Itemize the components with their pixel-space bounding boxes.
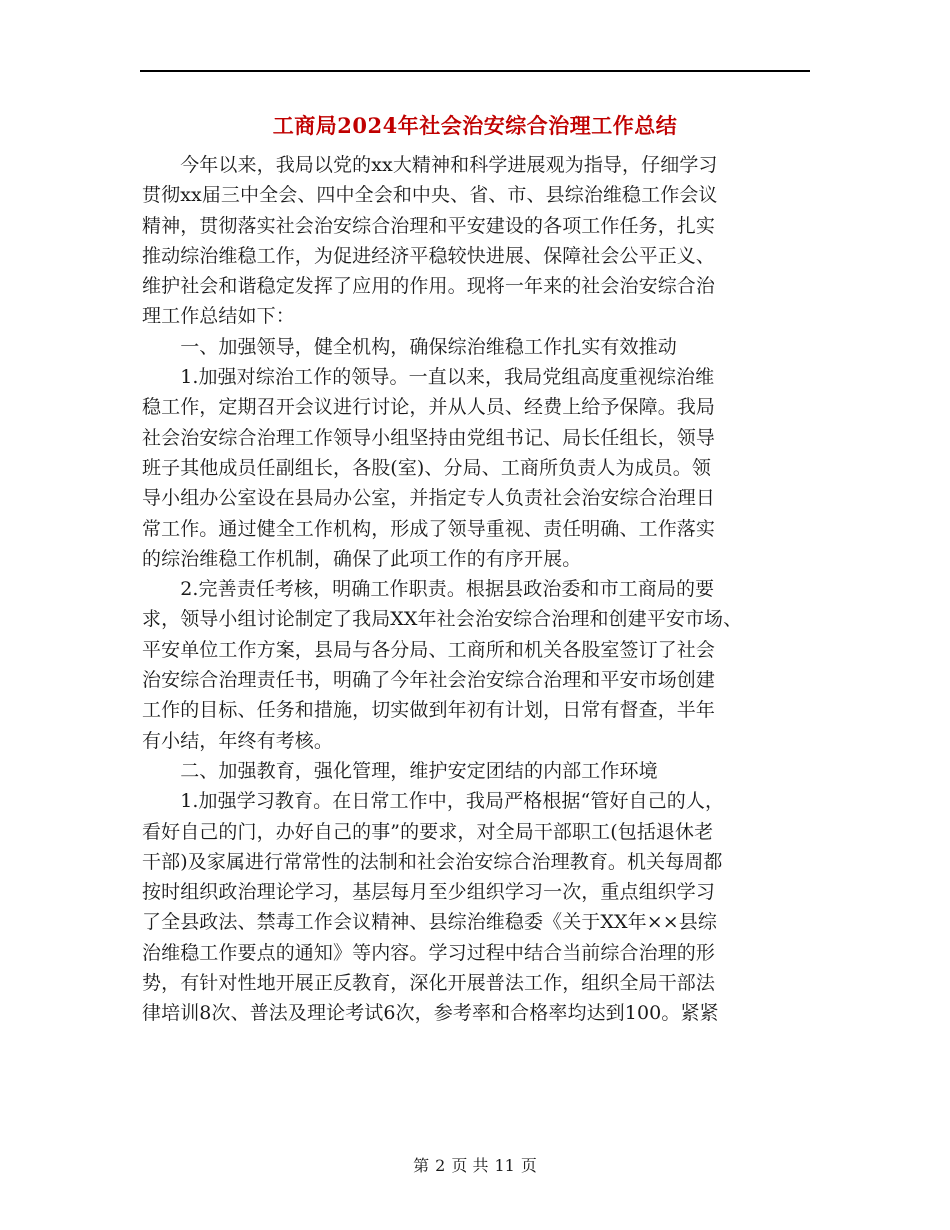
body-line: 律培训8次、普法及理论考试6次，参考率和合格率均达到100。紧紧 xyxy=(142,1002,719,1025)
body-line: 的综治维稳工作机制，确保了此项工作的有序开展。 xyxy=(142,547,582,570)
body-line: 社会治安综合治理工作领导小组坚持由党组书记、局长任组长，领导 xyxy=(142,426,716,449)
footer-suffix: 页 xyxy=(520,1156,537,1175)
body-line: 工作的目标、任务和措施，切实做到年初有计划，日常有督查，半年 xyxy=(142,699,716,722)
body-line: 干部)及家属进行常常性的法制和社会治安综合治理教育。机关每周都 xyxy=(142,850,723,873)
body-line: 推动综治维稳工作，为促进经济平稳较快进展、保障社会公平正义、 xyxy=(142,244,716,267)
body-line: 了全县政法、禁毒工作会议精神、县综治维稳委《关于XX年××县综 xyxy=(142,911,717,934)
body-line: 一、加强领导，健全机构，确保综治维稳工作扎实有效推动 xyxy=(142,335,677,358)
body-line: 有小结，年终有考核。 xyxy=(142,729,334,752)
body-line: 二、加强教育，强化管理，维护安定团结的内部工作环境 xyxy=(142,759,658,782)
body-line: 今年以来，我局以党的xx大精神和科学进展观为指导，仔细学习 xyxy=(142,154,718,176)
body-line: 导小组办公室设在县局办公室，并指定专人负责社会治安综合治理日 xyxy=(142,487,716,510)
body-line: 治维稳工作要点的通知》等内容。学习过程中结合当前综合治理的形 xyxy=(142,941,716,964)
body-line: 求，领导小组讨论制定了我局XX年社会治安综合治理和创建平安市场、 xyxy=(142,608,743,631)
document-title: 工商局2024年社会治安综合治理工作总结 xyxy=(272,113,678,138)
body-line: 贯彻xx届三中全会、四中全会和中央、省、市、县综治维稳工作会议 xyxy=(142,184,718,207)
body-line: 势，有针对性地开展正反教育，深化开展普法工作，组织全局干部法 xyxy=(142,972,716,995)
body-line: 常工作。通过健全工作机构，形成了领导重视、责任明确、工作落实 xyxy=(142,517,716,540)
footer-middle: 页 共 xyxy=(451,1156,489,1175)
body-line: 理工作总结如下： xyxy=(142,305,295,328)
footer-prefix: 第 xyxy=(413,1156,430,1175)
body-line: 按时组织政治理论学习，基层每月至少组织学习一次，重点组织学习 xyxy=(142,881,716,904)
page-footer xyxy=(0,1153,950,1176)
body-line: 2.完善责任考核，明确工作职责。根据县政治委和市工商局的要 xyxy=(142,578,715,601)
footer-current-page: 2 xyxy=(435,1156,446,1175)
body-line: 平安单位工作方案，县局与各分局、工商所和机关各股室签订了社会 xyxy=(142,638,716,661)
body-line: 稳工作，定期召开会议进行讨论，并从人员、经费上给予保障。我局 xyxy=(142,396,716,419)
body-line: 维护社会和谐稳定发挥了应用的作用。现将一年来的社会治安综合治 xyxy=(142,275,716,298)
body-line: 班子其他成员任副组长，各股(室)、分局、工商所负责人为成员。领 xyxy=(142,456,711,479)
body-line: 1.加强对综治工作的领导。一直以来，我局党组高度重视综治维 xyxy=(142,366,715,389)
header-rule xyxy=(140,70,810,72)
body-line: 精神，贯彻落实社会治安综合治理和平安建设的各项工作任务，扎实 xyxy=(142,214,716,237)
footer-total-pages: 11 xyxy=(494,1156,515,1175)
body-line: 1.加强学习教育。在日常工作中，我局严格根据“管好自己的人， xyxy=(142,790,725,813)
body-line: 治安综合治理责任书，明确了今年社会治安综合治理和平安市场创建 xyxy=(142,669,716,692)
document-body xyxy=(142,150,812,1029)
body-line: 看好自己的门，办好自己的事”的要求，对全局干部职工(包括退休老 xyxy=(142,820,714,843)
